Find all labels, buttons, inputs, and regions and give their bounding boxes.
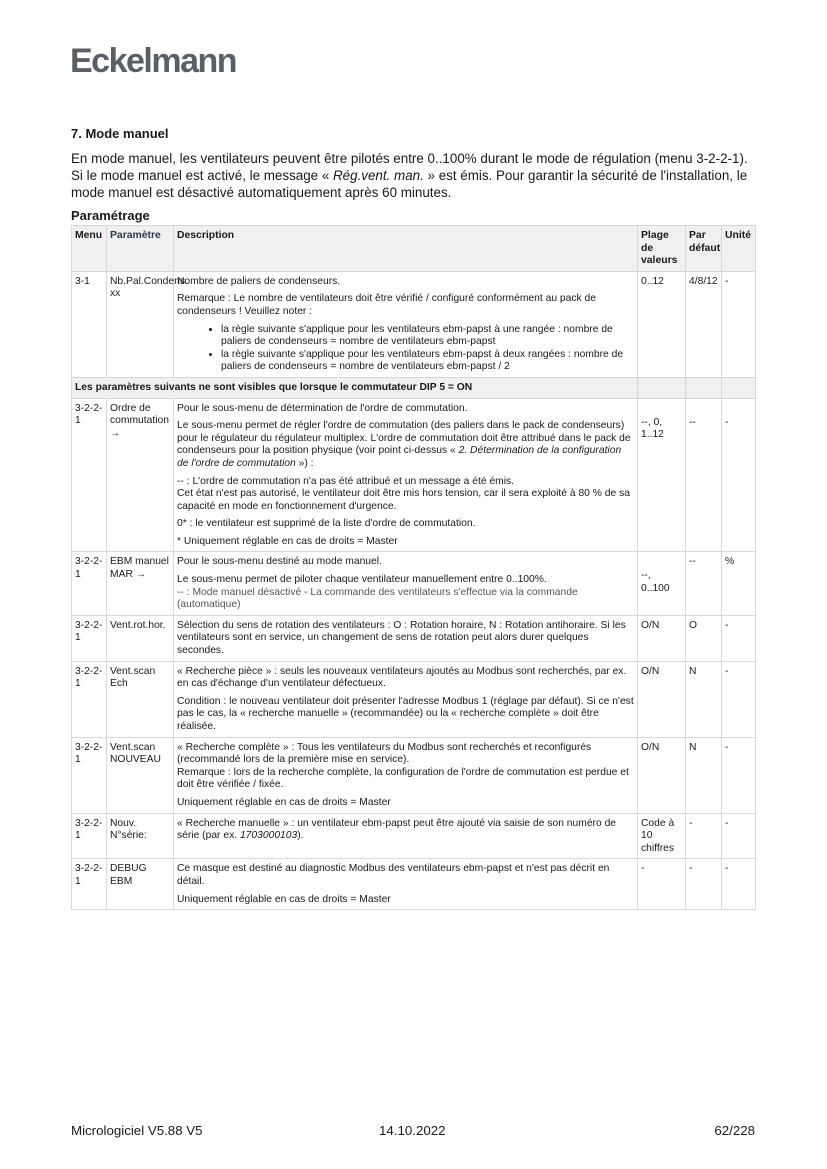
cell-parameter: Nouv. N°série: bbox=[107, 813, 174, 859]
footer-date: 14.10.2022 bbox=[379, 1123, 446, 1138]
parameter-table bbox=[71, 225, 756, 910]
header-menu: Menu bbox=[72, 226, 107, 272]
cell-range: O/N bbox=[638, 661, 686, 737]
desc-text: ). bbox=[297, 830, 304, 842]
desc-line: « Recherche pièce » : seuls les nouveaux ventilateurs ajoutés au Modbus sont recherchés, par ex. en cas d'échange d'un ventilateur défectueux. bbox=[177, 665, 627, 690]
intro-text-part1: En mode manuel, les ventilateurs peuvent être pilotés entre 0..100% durant le mode de régulation (menu 3-2-2-1). Si le mode manuel est activé, le message « bbox=[71, 151, 748, 183]
cell-menu: 3-1 bbox=[72, 271, 107, 377]
parametrage-title: Paramétrage bbox=[71, 208, 150, 223]
serial-example: 1703000103 bbox=[239, 830, 298, 842]
table-row bbox=[72, 552, 756, 615]
cell-range: --, 0, 1..12 bbox=[638, 398, 686, 552]
table-header-row bbox=[72, 226, 756, 272]
cell-unit: - bbox=[722, 737, 756, 813]
intro-text-part2: » est émis. Pour garantir la sécurité de l'installation, le mode manuel est désactivé automatiquement après 60 minutes. bbox=[71, 168, 748, 200]
cell-range: Code à 10 chiffres bbox=[638, 813, 686, 859]
desc-line: 0* : le ventilateur est supprimé de la liste d'ordre de commutation. bbox=[177, 518, 476, 530]
desc-text: « Recherche complète » : Tous les ventilateurs du Modbus sont recherchés et reconfigurés (recommandé lors de la première mise en service). bbox=[177, 741, 592, 766]
cell-description bbox=[174, 552, 638, 615]
table-row bbox=[72, 859, 756, 910]
cell-default: -- bbox=[686, 398, 722, 552]
cell-description bbox=[174, 737, 638, 813]
table-row bbox=[72, 737, 756, 813]
header-description: Description bbox=[174, 226, 638, 272]
cell-range: O/N bbox=[638, 615, 686, 661]
footer-page-number: 62/228 bbox=[714, 1123, 755, 1138]
desc-line: Pour le sous-menu destiné au mode manuel. bbox=[177, 556, 382, 568]
header-range: Plage de valeurs bbox=[638, 226, 686, 272]
list-item: • la règle suivante s'applique pour les ventilateurs ebm-papst à deux rangées : nombre de paliers de condenseurs = nombre de ventilateurs ebm-papst / 2 bbox=[221, 349, 634, 374]
desc-line: Uniquement réglable en cas de droits = Master bbox=[177, 796, 391, 808]
desc-text: Remarque : lors de la recherche complète, la configuration de l'ordre de commutation est perdue et doit être vérifiée / fixée. bbox=[177, 766, 629, 791]
cell-range: 0..12 bbox=[638, 271, 686, 377]
cell-default: O bbox=[686, 615, 722, 661]
section-row-empty bbox=[722, 377, 756, 398]
desc-reference: 2. Détermination de la configuration de l'ordre de commutation bbox=[177, 445, 622, 469]
desc-line: Condition : le nouveau ventilateur doit présenter l'adresse Modbus 1 (réglage par défaut). Si ce n'est pas le cas, la « recherche manuelle » (recommandée) ou la « recherche complète » doit être réalisée. bbox=[177, 695, 634, 732]
desc-line: Nombre de paliers de condenseurs. bbox=[177, 275, 341, 287]
table-row bbox=[72, 661, 756, 737]
table-row bbox=[72, 615, 756, 661]
cell-menu: 3-2-2-1 bbox=[72, 398, 107, 552]
cell-unit: - bbox=[722, 661, 756, 737]
desc-line bbox=[177, 476, 634, 514]
intro-message-name: Rég.vent. man. bbox=[333, 168, 424, 183]
cell-description bbox=[174, 271, 638, 377]
list-item: • la règle suivante s'applique pour les ventilateurs ebm-papst à une rangée : nombre de paliers de condenseurs = nombre de ventilateurs ebm-papst bbox=[221, 324, 634, 349]
cell-menu: 3-2-2-1 bbox=[72, 661, 107, 737]
cell-description bbox=[174, 398, 638, 552]
eckelmann-logo: Eckelmann bbox=[70, 42, 237, 80]
cell-menu: 3-2-2-1 bbox=[72, 552, 107, 615]
header-parameter: Paramètre bbox=[107, 226, 174, 272]
cell-parameter: Vent.scan Ech bbox=[107, 661, 174, 737]
cell-default: 4/8/12 bbox=[686, 271, 722, 377]
section-title: 7. Mode manuel bbox=[71, 126, 169, 141]
desc-line bbox=[177, 818, 634, 843]
cell-unit: - bbox=[722, 859, 756, 910]
desc-text: -- : L'ordre de commutation n'a pas été attribué et un message a été émis. bbox=[177, 475, 515, 487]
cell-parameter: Vent.scan NOUVEAU bbox=[107, 737, 174, 813]
desc-text: « Recherche manuelle » : un ventilateur ebm-papst peut être ajouté via saisie de son numéro de série (par ex. bbox=[177, 817, 617, 842]
desc-line: Sélection du sens de rotation des ventilateurs : O : Rotation horaire, N : Rotation antihoraire. Si les ventilateurs sont en service, un changement de sens de rotation peut alors durer quelques secondes. bbox=[177, 619, 626, 657]
desc-line: Remarque : Le nombre de ventilateurs doit être vérifié / configuré conformément au pack de condenseurs ! Veuillez noter : bbox=[177, 293, 596, 317]
cell-parameter: EBM manuel MAR → bbox=[107, 552, 174, 615]
rule-list bbox=[177, 324, 634, 374]
section-row-text: Les paramètres suivants ne sont visibles que lorsque le commutateur DIP 5 = ON bbox=[72, 377, 638, 398]
cell-unit: - bbox=[722, 271, 756, 377]
desc-text: Le sous-menu permet de régler l'ordre de commutation (des paliers dans le pack de condenseurs) pour le régulateur du régulateur multiplex. L'ordre de commutation doit être attribué dans le pack de condenseurs pour la position physique (voir point ci-dessus « bbox=[177, 420, 631, 457]
desc-line: Pour le sous-menu de détermination de l'ordre de commutation. bbox=[177, 402, 468, 414]
cell-description bbox=[174, 661, 638, 737]
cell-menu: 3-2-2-1 bbox=[72, 813, 107, 859]
desc-line bbox=[177, 420, 634, 470]
cell-menu: 3-2-2-1 bbox=[72, 615, 107, 661]
table-row bbox=[72, 398, 756, 552]
table-section-row bbox=[72, 377, 756, 398]
desc-text: -- : Mode manuel désactivé - La commande des ventilateurs s'effectue via la commande (automatique) bbox=[177, 586, 578, 611]
cell-description bbox=[174, 813, 638, 859]
table-row bbox=[72, 271, 756, 377]
desc-text: Cet état n'est pas autorisé, le ventilateur doit être mis hors tension, car il sera exploité à 80 % de sa capacité en mode en fonctionnement d'urgence. bbox=[177, 488, 630, 512]
desc-text: ») : bbox=[295, 457, 314, 469]
cell-range: - bbox=[638, 859, 686, 910]
footer-firmware: Micrologiciel V5.88 V5 bbox=[71, 1123, 203, 1138]
cell-unit: - bbox=[722, 615, 756, 661]
cell-menu: 3-2-2-1 bbox=[72, 859, 107, 910]
desc-line: Uniquement réglable en cas de droits = Master bbox=[177, 893, 391, 905]
intro-paragraph bbox=[71, 150, 761, 201]
cell-default: N bbox=[686, 661, 722, 737]
cell-default: N bbox=[686, 737, 722, 813]
cell-unit: - bbox=[722, 398, 756, 552]
cell-parameter: Ordre de commutation → bbox=[107, 398, 174, 552]
cell-unit: - bbox=[722, 813, 756, 859]
cell-unit: % bbox=[722, 552, 756, 615]
desc-line bbox=[177, 574, 634, 612]
cell-parameter: Nb.Pal.Condens. xx bbox=[107, 271, 174, 377]
cell-parameter: Vent.rot.hor. bbox=[107, 615, 174, 661]
header-default: Par défaut bbox=[686, 226, 722, 272]
cell-description bbox=[174, 859, 638, 910]
desc-line: Ce masque est destiné au diagnostic Modbus des ventilateurs ebm-papst et n'est pas décrit en détail. bbox=[177, 863, 610, 887]
section-row-empty bbox=[638, 377, 686, 398]
cell-default: - bbox=[686, 813, 722, 859]
table-row bbox=[72, 813, 756, 859]
desc-line: * Uniquement réglable en cas de droits = Master bbox=[177, 535, 398, 547]
desc-text: Le sous-menu permet de piloter chaque ventilateur manuellement entre 0..100%. bbox=[177, 574, 547, 586]
cell-range: O/N bbox=[638, 737, 686, 813]
cell-default: - bbox=[686, 859, 722, 910]
cell-range: --, 0..100 bbox=[638, 552, 686, 615]
cell-parameter: DEBUG EBM bbox=[107, 859, 174, 910]
cell-menu: 3-2-2-1 bbox=[72, 737, 107, 813]
cell-default: -- bbox=[686, 552, 722, 615]
header-unit: Unité bbox=[722, 226, 756, 272]
cell-description bbox=[174, 615, 638, 661]
section-row-empty bbox=[686, 377, 722, 398]
desc-line bbox=[177, 742, 634, 792]
